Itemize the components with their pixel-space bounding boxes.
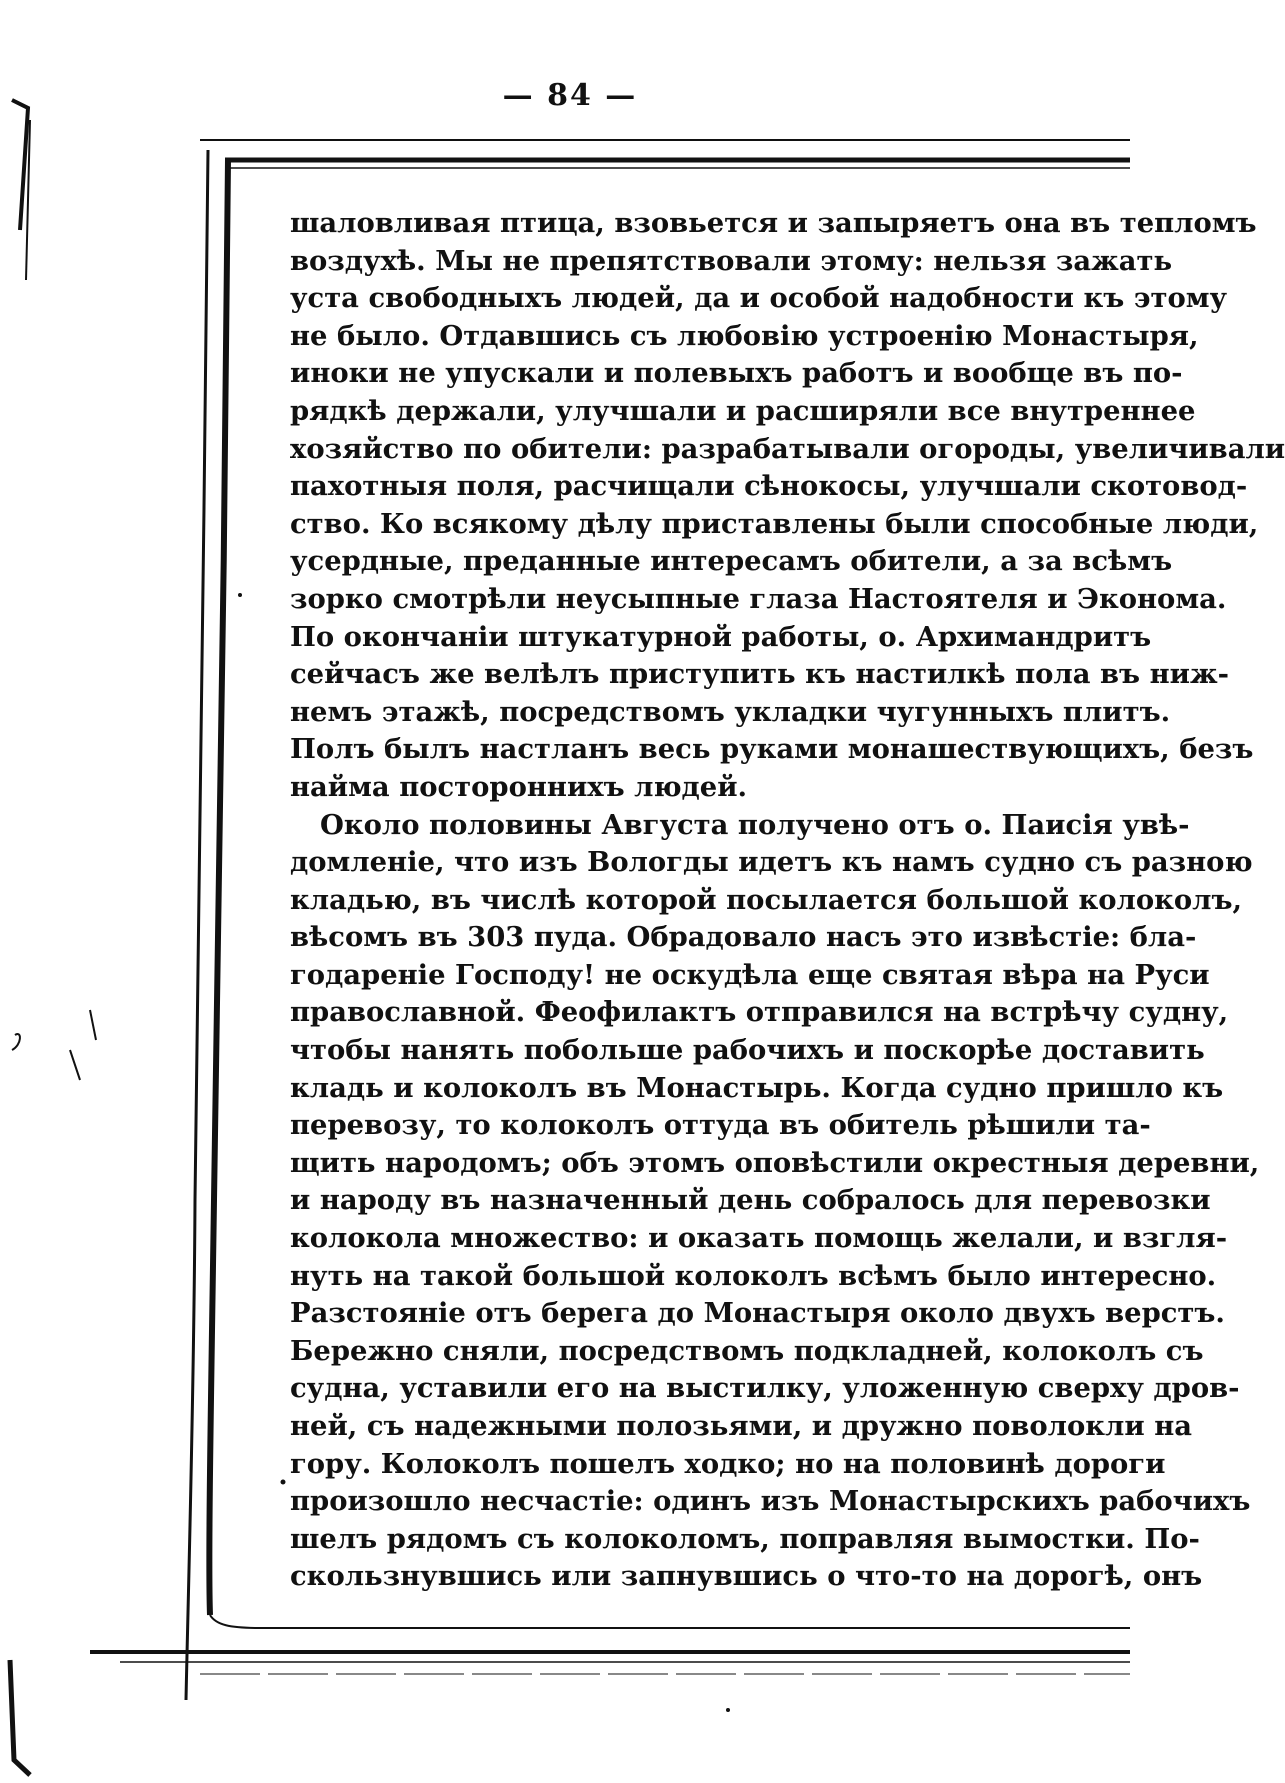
text-line: уста свободныхъ людей, да и особой надобности къ этому xyxy=(290,282,1228,315)
text-line: чтобы нанять побольше рабочихъ и поскорѣе доставить xyxy=(290,1034,1205,1067)
text-line: воздухѣ. Мы не препятствовали этому: нельзя зажать xyxy=(290,244,1173,277)
text-line: колокола множество: и оказать помощь желали, и взгля- xyxy=(290,1222,1228,1255)
text-line: рядкѣ держали, улучшали и расширяли все внутреннее xyxy=(290,394,1196,427)
margin-mark xyxy=(12,1034,20,1050)
text-line: годареніе Господу! не оскудѣла еще святая вѣра на Руси xyxy=(290,958,1210,991)
text-line: шелъ рядомъ съ колоколомъ, поправляя вымостки. По- xyxy=(290,1522,1200,1555)
page-number: — 84 — xyxy=(502,78,638,113)
margin-mark xyxy=(726,1708,730,1712)
margin-mark xyxy=(281,1480,286,1485)
text-line: Полъ былъ настланъ весь руками монашествующихъ, безъ xyxy=(290,733,1254,766)
text-line: хозяйство по обители: разрабатывали огороды, увеличивали xyxy=(290,432,1285,465)
text-line: православной. Феофилактъ отправился на встрѣчу судну, xyxy=(290,996,1229,1029)
margin-mark xyxy=(90,1010,96,1040)
text-line: Около половины Августа получено отъ о. Паисія увѣ- xyxy=(320,808,1190,841)
text-line: Бережно сняли, посредствомъ подкладней, колоколъ съ xyxy=(290,1334,1204,1367)
text-line: нуть на такой большой колоколъ всѣмъ было интересно. xyxy=(290,1259,1217,1292)
text-line: щить народомъ; объ этомъ оповѣстили окрестныя деревни, xyxy=(290,1146,1260,1179)
margin-mark xyxy=(12,100,28,230)
text-line: скользнувшись или запнувшись о что-то на дорогѣ, онъ xyxy=(290,1560,1203,1593)
text-line: ней, съ надежными полозьями, и дружно поволокли на xyxy=(290,1410,1193,1442)
text-line: кладью, въ числѣ которой посылается большой колоколъ, xyxy=(290,883,1243,916)
text-line: ство. Ко всякому дѣлу приставлены были способные люди, xyxy=(290,507,1259,540)
text-line: домленіе, что изъ Вологды идетъ къ намъ судно съ разною xyxy=(290,846,1253,879)
margin-mark xyxy=(10,1660,30,1775)
text-line: сейчасъ же велѣлъ приступить къ настилкѣ пола въ ниж- xyxy=(290,658,1229,691)
frame-left-corner xyxy=(210,1615,1130,1628)
text-line: кладь и колоколъ въ Монастырь. Когда судно пришло къ xyxy=(290,1071,1224,1104)
text-line: немъ этажѣ, посредствомъ укладки чугунныхъ плитъ. xyxy=(290,695,1171,728)
text-line: пахотныя поля, расчищали сѣнокосы, улучшали скотовод- xyxy=(290,470,1248,503)
text-line: и народу въ назначенный день собралось для перевозки xyxy=(290,1184,1211,1217)
text-line: гору. Колоколъ пошелъ ходко; но на половинѣ дороги xyxy=(290,1447,1166,1480)
text-line: найма постороннихъ людей. xyxy=(290,770,748,803)
text-line: Разстояніе отъ берега до Монастыря около двухъ верстъ. xyxy=(290,1297,1225,1330)
text-line: судна, уставили его на выстилку, уложенную сверху дров- xyxy=(290,1372,1240,1405)
text-line: усердные, преданные интересамъ обители, а за всѣмъ xyxy=(290,545,1173,578)
body-text xyxy=(290,205,1285,1596)
frame-left-outer xyxy=(186,150,208,1700)
margin-mark xyxy=(238,593,242,597)
text-line: иноки не упускали и полевыхъ работъ и вообще въ по- xyxy=(290,357,1183,390)
text-line: вѣсомъ въ 303 пуда. Обрадовало насъ это извѣстіе: бла- xyxy=(290,921,1197,954)
text-line: произошло несчастіе: одинъ изъ Монастырскихъ рабочихъ xyxy=(290,1485,1251,1518)
text-line: зорко смотрѣли неусыпные глаза Настоятеля и Эконома. xyxy=(290,582,1227,615)
margin-mark xyxy=(70,1050,80,1080)
text-line: перевозу, то колоколъ оттуда въ обитель рѣшили та- xyxy=(290,1109,1151,1142)
text-line: шаловливая птица, взовьется и запыряетъ она въ тепломъ xyxy=(290,207,1257,239)
frame-left-inner xyxy=(209,160,228,1615)
text-line: не было. Отдавшись съ любовію устроенію Монастыря, xyxy=(290,319,1199,352)
text-line: По окончаніи штукатурной работы, о. Архимандритъ xyxy=(290,620,1152,653)
